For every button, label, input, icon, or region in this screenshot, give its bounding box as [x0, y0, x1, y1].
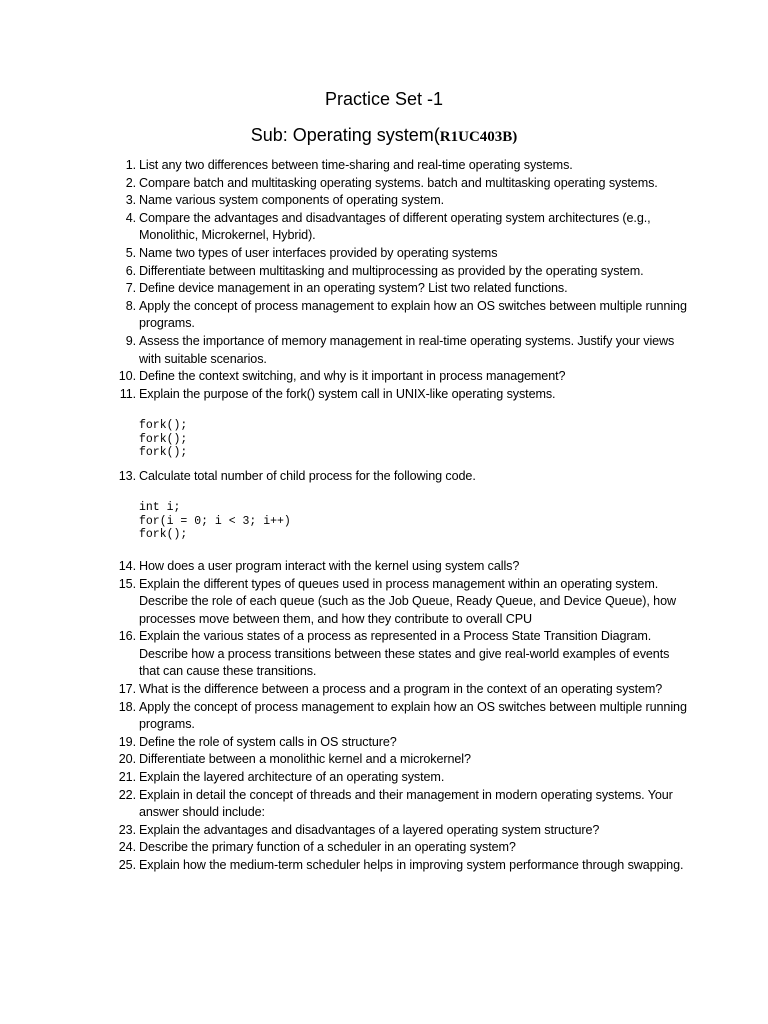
question-text: Apply the concept of process management to explain how an OS switches between multiple running programs. [139, 298, 687, 331]
question-item [110, 769, 690, 787]
question-item [110, 787, 690, 822]
question-text: Describe the primary function of a scheduler in an operating system? [139, 840, 516, 855]
question-number: 14. [118, 558, 136, 573]
question-number: 25. [118, 858, 136, 872]
question-item [110, 368, 690, 386]
course-code: R1UC403B) [439, 129, 518, 145]
question-text: Differentiate between multitasking and multiprocessing as provided by the operating system. [139, 263, 644, 278]
question-item [110, 175, 690, 193]
question-item [110, 681, 690, 699]
question-text: Explain the different types of queues used in process management within an operating system. Describe the role of each queue (such as the Job Queue, Ready Queue, and Device Queue), how processes move between them, and how they contribute to overall CPU [139, 576, 676, 626]
code-line: int i; [139, 501, 181, 515]
question-text: Calculate total number of child process for the following code. [139, 468, 476, 483]
question-item [110, 386, 690, 404]
code-line: fork(); [139, 419, 188, 433]
code-line: for(i = 0; i < 3; i++) [139, 514, 291, 528]
question-number: 8. [125, 298, 136, 313]
question-item [110, 298, 690, 333]
question-item [110, 576, 690, 629]
code-line: fork(); [139, 528, 188, 542]
question-text: Apply the concept of process management to explain how an OS switches between multiple running programs. [139, 699, 687, 732]
question-number: 10. [118, 369, 136, 384]
question-item [110, 157, 690, 175]
question-item [110, 751, 690, 769]
question-number: 4. [125, 210, 136, 225]
subject-prefix: Sub: Operating system( [250, 125, 440, 145]
code-line: fork(); [139, 446, 188, 460]
question-list [110, 157, 690, 875]
question-item [110, 699, 690, 734]
question-number: 24. [118, 840, 136, 855]
question-text: What is the difference between a process and a program in the context of an operating system? [139, 682, 663, 697]
question-number: 7. [125, 281, 136, 296]
question-text: Name various system components of operating system. [139, 193, 444, 208]
subject-heading [0, 123, 768, 149]
fork-code-block [139, 419, 690, 460]
question-number: 9. [125, 333, 136, 348]
question-item [110, 857, 690, 875]
question-number: 15. [118, 576, 136, 591]
question-number: 16. [118, 629, 136, 644]
question-item [110, 822, 690, 840]
question-text: Name two types of user interfaces provided by operating systems [139, 245, 498, 260]
question-text: How does a user program interact with the kernel using system calls? [139, 558, 520, 573]
question-item [110, 280, 690, 298]
question-text: Define device management in an operating system? List two related functions. [139, 281, 568, 296]
question-text: Explain the various states of a process as represented in a Process State Transition Diagram. Describe how a process transitions between these states and give real-world examples of events that can cause these transitions. [139, 629, 670, 679]
question-number: 17. [118, 682, 136, 697]
question-number: 20. [118, 752, 136, 767]
question-item [110, 628, 690, 681]
question-item [110, 263, 690, 281]
question-text: Explain how the medium-term scheduler helps in improving system performance through swapping. [139, 858, 684, 872]
question-number: 11. [119, 386, 136, 401]
question-text: Explain in detail the concept of threads and their management in modern operating systems. Your answer should include: [139, 787, 673, 820]
question-item [110, 333, 690, 368]
question-text: List any two differences between time-sharing and real-time operating systems. [139, 158, 573, 172]
question-item [110, 210, 690, 245]
question-number: 18. [118, 699, 136, 714]
question-number: 23. [118, 822, 136, 837]
question-number: 2. [125, 175, 136, 190]
question-item [110, 558, 690, 576]
question-text: Explain the advantages and disadvantages of a layered operating system structure? [139, 822, 600, 837]
question-item [110, 734, 690, 752]
question-number: 19. [118, 734, 136, 749]
question-item [110, 468, 690, 486]
question-text: Assess the importance of memory management in real-time operating systems. Justify your views with suitable scenarios. [139, 333, 675, 366]
question-number: 13. [118, 468, 136, 483]
code-line: fork(); [139, 432, 188, 446]
question-number: 3. [125, 193, 136, 208]
question-item [110, 245, 690, 263]
loop-code-block [139, 501, 690, 542]
question-number: 6. [125, 263, 136, 278]
question-text: Define the role of system calls in OS structure? [139, 734, 397, 749]
question-text: Explain the purpose of the fork() system call in UNIX-like operating systems. [139, 386, 556, 401]
question-number: 1. [125, 158, 136, 172]
question-number: 21. [118, 770, 136, 785]
question-number: 22. [118, 787, 136, 802]
question-text: Differentiate between a monolithic kernel and a microkernel? [139, 752, 471, 767]
page-title: Practice Set -1 [324, 89, 444, 109]
question-text: Compare batch and multitasking operating systems. batch and multitasking operating systems. [139, 175, 658, 190]
question-item [110, 839, 690, 857]
question-item [110, 192, 690, 210]
question-text: Define the context switching, and why is it important in process management? [139, 369, 566, 384]
question-text: Compare the advantages and disadvantages of different operating system architectures (e.g., Monolithic, Microkernel, Hybrid). [139, 210, 651, 243]
question-text: Explain the layered architecture of an operating system. [139, 770, 445, 785]
question-number: 5. [125, 245, 136, 260]
